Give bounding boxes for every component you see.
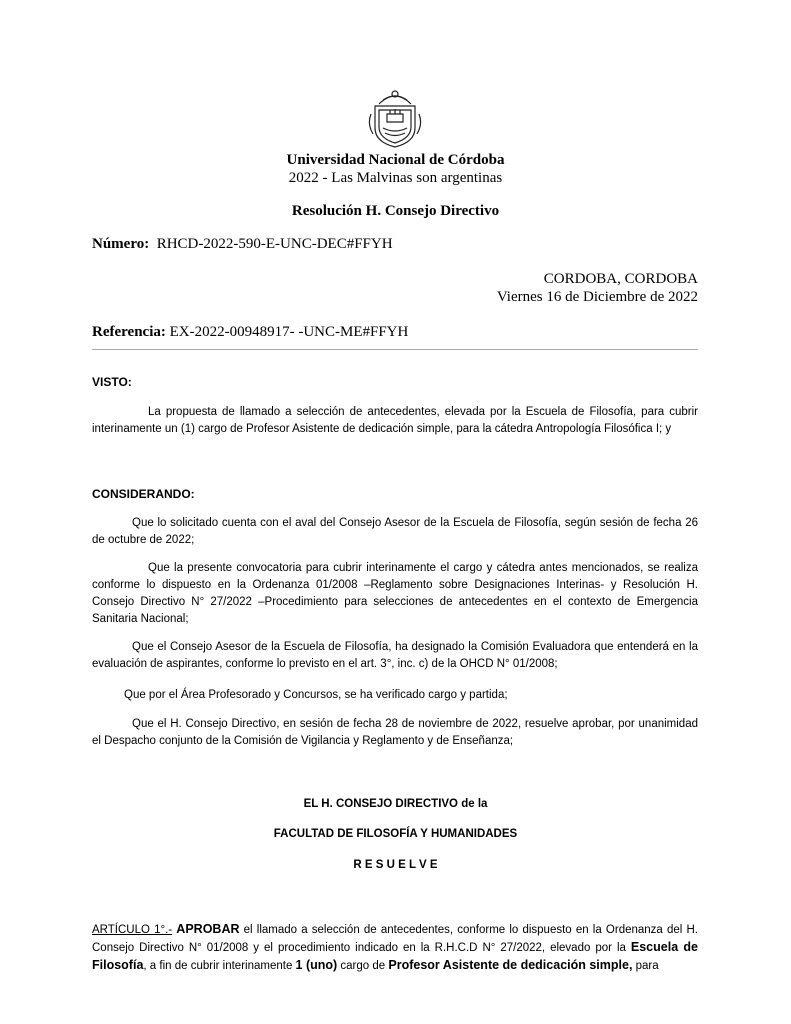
- header-divider: [92, 349, 698, 350]
- considerando-paragraph: Que el H. Consejo Directivo, en sesión de fecha 28 de noviembre de 2022, resuelve aprobar, por unanimidad el Despacho conjunto de la Comisión de Vigilancia y Reglamento y de Enseñanza;: [92, 718, 698, 747]
- visto-heading: VISTO:: [92, 375, 132, 389]
- article-1-verb: APROBAR: [176, 922, 240, 936]
- number-value: RHCD-2022-590-E-UNC-DEC#FFYH: [156, 236, 393, 252]
- article-1-text: para: [632, 960, 659, 972]
- article-1-label: ARTÍCULO 1°.-: [92, 924, 173, 936]
- considerando-heading: CONSIDERANDO:: [92, 487, 195, 501]
- university-crest-icon: [365, 84, 425, 150]
- document-number: [92, 236, 393, 253]
- reference-label: Referencia:: [92, 324, 166, 340]
- article-1: [92, 921, 698, 975]
- considerando-paragraph: Que la presente convocatoria para cubrir interinamente el cargo y cátedra antes mencionados, se realiza conforme lo dispuesto en la Ordenanza 01/2008 –Reglamento sobre Designaciones Interinas- y Resolución H. Consejo Directivo N° 27/2022 –Procedimiento para selecciones de antecedentes en el contexto de Emergencia Sanitaria Nacional;: [92, 562, 698, 625]
- reference-value: EX-2022-00948917- -UNC-ME#FFYH: [169, 324, 409, 340]
- article-1-school: Escuela de Filosofía: [92, 940, 698, 972]
- resolution-body-line: EL H. CONSEJO DIRECTIVO de la: [303, 798, 488, 810]
- article-1-text: cargo de: [337, 960, 389, 972]
- article-1-text: el llamado a selección de antecedentes, conforme lo dispuesto en la Ordenanza del H. Consejo Directivo N° 01/2008 y el procedimiento indicado en la R.H.C.D N° 27/2022, elevado por la: [92, 924, 698, 954]
- resolution-faculty-line: FACULTAD DE FILOSOFÍA Y HUMANIDADES: [273, 828, 518, 840]
- considerando-paragraph: Que el Consejo Asesor de la Escuela de Filosofía, ha designado la Comisión Evaluadora que entenderá en la evaluación de aspirantes, conforme lo previsto en el art. 3°, inc. c) de la OHCD N° 01/2008;: [92, 641, 698, 670]
- visto-text: La propuesta de llamado a selección de antecedentes, elevada por la Escuela de Filosofía, para cubrir interinamente un (1) cargo de Profesor Asistente de dedicación simple, para la cátedra Antropología Filosófica I; y: [92, 406, 698, 435]
- institution-motto: 2022 - Las Malvinas son argentinas: [288, 170, 503, 186]
- considerando-paragraph: Que lo solicitado cuenta con el aval del Consejo Asesor de la Escuela de Filosofía, según sesión de fecha 26 de octubre de 2022;: [92, 517, 698, 546]
- considerando-paragraph: Que por el Área Profesorado y Concursos, se ha verificado cargo y partida;: [124, 689, 508, 701]
- article-1-position: Profesor Asistente de dedicación simple,: [388, 958, 633, 972]
- number-label: Número:: [92, 236, 150, 252]
- date: Viernes 16 de Diciembre de 2022: [496, 289, 698, 305]
- institution-name: Universidad Nacional de Córdoba: [286, 152, 505, 168]
- article-1-text: , a fin de cubrir interinamente: [143, 960, 296, 972]
- place: CORDOBA, CORDOBA: [543, 271, 698, 287]
- reference: [92, 324, 408, 341]
- resuelve-heading: R E S U E L V E: [353, 859, 438, 871]
- document-type-title: Resolución H. Consejo Directivo: [291, 203, 500, 219]
- article-1-count: 1 (uno): [295, 958, 338, 972]
